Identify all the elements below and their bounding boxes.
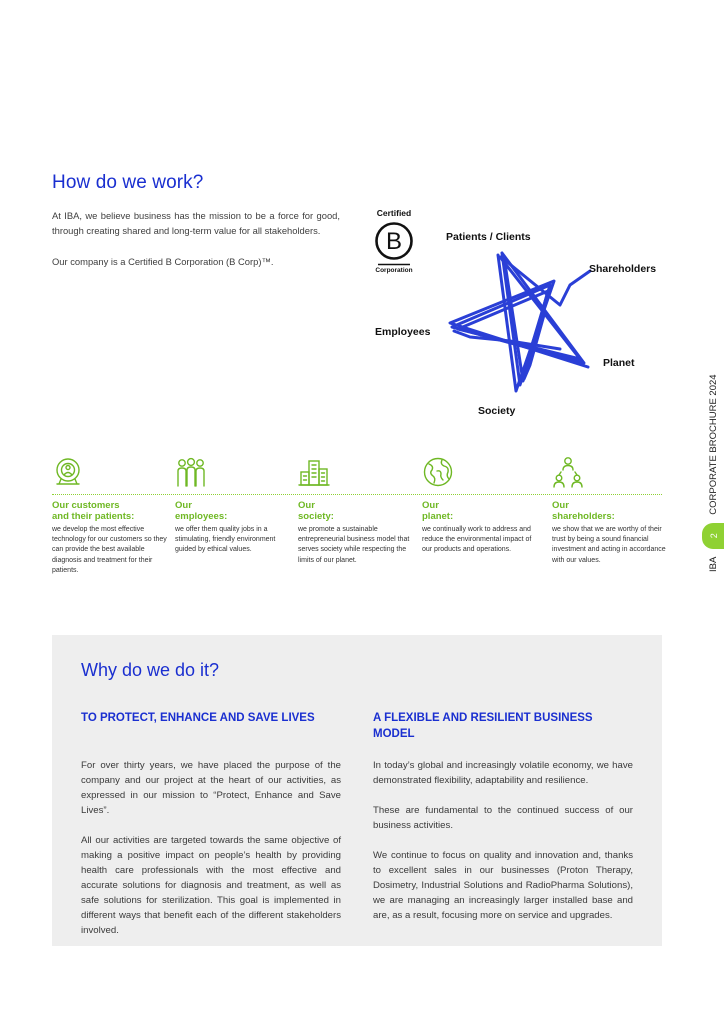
stakeholder-heading: Our planet: bbox=[422, 500, 454, 522]
people-group-icon bbox=[175, 456, 207, 488]
body-paragraph: For over thirty years, we have placed the purpose of the company and our project at the heart of our activities, as expressed in our mission to “Protect, Enhance and Save Lives”. bbox=[81, 760, 341, 816]
shareholders-icon bbox=[552, 456, 584, 488]
star-label-patients: Patients / Clients bbox=[446, 231, 531, 243]
body-paragraph: We continue to focus on quality and innovation and, thanks to excellent sales in our businesses (Proton Therapy, Dosimetry, Industrial Solutions and RadioPharma Solutions), we are managing an increasingly larger installed base and are, as a result, focusing more on service and upgrades. bbox=[373, 850, 633, 921]
body-paragraph: In today’s global and increasingly volatile economy, we have demonstrated flexibility, adaptability and resilience. bbox=[373, 760, 633, 786]
b-corp-circle-icon bbox=[374, 221, 414, 261]
stakeholder-planet bbox=[422, 456, 542, 556]
stakeholder-text: we develop the most effective technology for our customers so they can provide the best available diagnosis and treatment for their patients. bbox=[52, 526, 167, 574]
scanner-icon bbox=[52, 456, 84, 488]
stakeholder-heading: Our customers and their patients: bbox=[52, 500, 135, 522]
side-tab bbox=[702, 374, 724, 572]
stakeholder-heading: Our shareholders: bbox=[552, 500, 615, 522]
star-label-society: Society bbox=[478, 405, 516, 417]
left-column-heading: TO PROTECT, ENHANCE AND SAVE LIVES bbox=[81, 712, 315, 724]
city-buildings-icon bbox=[298, 456, 330, 488]
side-tab-brand: IBA bbox=[707, 556, 719, 572]
star-label-employees: Employees bbox=[375, 326, 431, 338]
star-label-planet: Planet bbox=[603, 357, 635, 369]
stakeholder-customers bbox=[52, 456, 172, 576]
page-number: 2 bbox=[702, 523, 724, 549]
intro-text bbox=[52, 208, 340, 285]
right-column-text bbox=[373, 758, 633, 938]
stakeholder-text: we promote a sustainable entrepreneurial business model that serves society while respecting the limits of our planet. bbox=[298, 526, 410, 564]
b-corp-logo bbox=[370, 208, 418, 274]
globe-icon bbox=[422, 456, 454, 488]
stakeholder-heading: Our employees: bbox=[175, 500, 228, 522]
stakeholder-text: we show that we are worthy of their trust by being a sound financial investment and acting in accordance with our values. bbox=[552, 526, 666, 564]
body-paragraph: These are fundamental to the continued success of our business activities. bbox=[373, 805, 633, 831]
right-column-heading: A FLEXIBLE AND RESILIENT BUSINESS MODEL bbox=[373, 712, 593, 740]
section-title: Why do we do it? bbox=[81, 660, 220, 680]
b-corp-rule bbox=[374, 263, 414, 266]
intro-paragraph: Our company is a Certified B Corporation (B Corp)™. bbox=[52, 256, 274, 267]
stakeholder-star-icon bbox=[440, 245, 610, 405]
page-title: How do we work? bbox=[52, 172, 204, 193]
b-corp-letter: B bbox=[385, 228, 403, 255]
star-label-shareholders: Shareholders bbox=[589, 263, 657, 275]
b-corp-certified-label: Certified bbox=[376, 208, 412, 218]
left-column-text bbox=[81, 758, 341, 953]
stakeholder-text: we continually work to address and reduce the environmental impact of our products and operations. bbox=[422, 526, 532, 554]
stakeholder-employees bbox=[175, 456, 295, 556]
stakeholder-shareholders bbox=[552, 456, 672, 566]
stakeholder-society bbox=[298, 456, 418, 566]
intro-paragraph: At IBA, we believe business has the mission to be a force for good, through creating shared and long-term value for all stakeholders. bbox=[52, 210, 340, 236]
b-corp-corporation-label: Corporation bbox=[375, 267, 413, 274]
side-tab-document: CORPORATE BROCHURE 2024 bbox=[707, 374, 719, 515]
stakeholder-heading: Our society: bbox=[298, 500, 334, 522]
body-paragraph: All our activities are targeted towards the same objective of making a positive impact on people’s health by providing health care professionals with the most effective and accurate solutions for diagnosis and treatment, as well as safe solutions for sterilization. This goal is implemented in different ways that benefit each of the different stakeholders involved. bbox=[81, 835, 341, 936]
stakeholder-text: we offer them quality jobs in a stimulating, friendly environment guided by ethical values. bbox=[175, 526, 276, 554]
